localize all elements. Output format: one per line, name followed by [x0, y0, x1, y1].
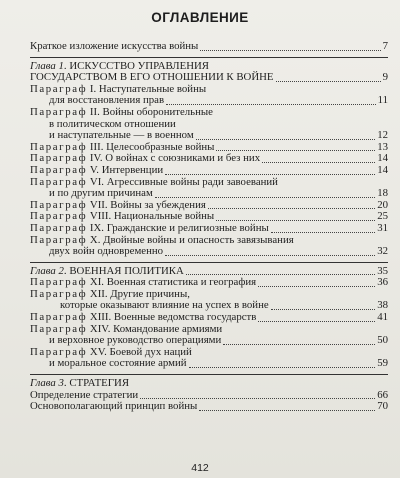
entry-title: III. Целесообразные войны — [87, 140, 215, 153]
leader-dots — [216, 150, 375, 151]
leader-dots — [276, 81, 381, 82]
paragraph-label: Параграф — [30, 82, 88, 95]
chapter-label: Глава 2 — [30, 264, 64, 277]
leader-dots — [262, 162, 375, 163]
entry-title: XIV. Командование армиями — [87, 322, 223, 335]
paragraph-label: Параграф — [30, 210, 88, 223]
toc-page-number: 59 — [377, 357, 388, 370]
toc-entry — [30, 358, 388, 370]
toc-entry — [30, 401, 388, 413]
entry-title: и по другим причинам — [49, 187, 153, 200]
toc-entry — [30, 246, 388, 258]
entry-title: для восстановления прав — [49, 94, 165, 107]
leader-dots — [216, 220, 375, 221]
leader-dots — [165, 174, 375, 175]
entry-title: X. Двойные войны и опасность завязывания — [87, 233, 294, 246]
leader-dots — [155, 197, 375, 198]
toc-entry-text — [49, 246, 163, 258]
paragraph-label: Параграф — [30, 175, 88, 188]
toc-page-number: 25 — [377, 210, 388, 223]
entry-title: XIII. Военные ведомства государств — [87, 311, 257, 324]
section-divider — [30, 374, 388, 375]
toc-page-number: 50 — [377, 334, 388, 347]
page-title: ОГЛАВЛЕНИЕ — [151, 10, 249, 25]
entry-title: II. Войны оборонительные — [87, 105, 213, 118]
entry-title: XI. Военная статистика и география — [87, 276, 257, 289]
leader-dots — [140, 398, 375, 399]
entry-title: . СТРАТЕГИЯ — [63, 377, 130, 390]
chapter-label: Глава 1 — [30, 59, 64, 72]
entry-title: VII. Войны за убеждения — [87, 198, 206, 211]
toc-page-number: 70 — [377, 400, 388, 413]
entry-title: V. Интервенции — [87, 163, 164, 176]
entry-title: . ВОЕННАЯ ПОЛИТИКА — [63, 264, 184, 277]
leader-dots — [271, 232, 375, 233]
entry-title: и моральное состояние армий — [49, 357, 187, 370]
paragraph-label: Параграф — [30, 287, 88, 300]
toc-entry-text — [49, 358, 187, 370]
leader-dots — [199, 410, 375, 411]
entry-title: IV. О войнах с союзниками и без них — [87, 152, 261, 165]
toc-page-number: 14 — [377, 152, 388, 165]
toc-entry-text — [30, 401, 197, 413]
toc-entry — [30, 41, 388, 53]
leader-dots — [165, 255, 375, 256]
toc-entry-text — [30, 41, 198, 53]
toc-page-number: 12 — [377, 129, 388, 142]
paragraph-label: Параграф — [30, 163, 88, 176]
leader-dots — [258, 321, 375, 322]
entry-title: VI. Агрессивные войны ради завоеваний — [87, 175, 278, 188]
toc-page-number: 20 — [377, 198, 388, 211]
paragraph-label: Параграф — [30, 140, 88, 153]
paragraph-label: Параграф — [30, 221, 88, 234]
toc-page-number: 14 — [377, 163, 388, 176]
toc-page-number: 18 — [377, 187, 388, 200]
toc-page-number: 41 — [377, 311, 388, 324]
entry-title: XV. Боевой дух наций — [87, 345, 192, 358]
entry-title: и верховное руководство операциями — [49, 334, 222, 347]
entry-title: ГОСУДАРСТВОМ В ЕГО ОТНОШЕНИИ К ВОЙНЕ — [30, 71, 274, 84]
toc-page-number: 13 — [377, 140, 388, 153]
entry-title: Основополагающий принцип войны — [30, 400, 198, 413]
entry-title: IX. Гражданские и религиозные войны — [87, 221, 269, 234]
entry-title: Определение стратегии — [30, 388, 139, 401]
entry-title: в политическом отношении — [49, 117, 176, 130]
entry-title: двух войн одновременно — [49, 245, 164, 258]
paragraph-label: Параграф — [30, 233, 88, 246]
entry-title: . ИСКУССТВО УПРАВЛЕНИЯ — [63, 59, 210, 72]
leader-dots — [271, 309, 375, 310]
entry-title: и наступательные — в военном — [49, 129, 194, 142]
toc-page-number: 38 — [377, 299, 388, 312]
paragraph-label: Параграф — [30, 276, 88, 289]
chapter-label: Глава 3 — [30, 377, 64, 390]
leader-dots — [189, 367, 375, 368]
leader-dots — [258, 286, 375, 287]
toc-page-number: 32 — [377, 245, 388, 258]
leader-dots — [166, 104, 376, 105]
section-divider — [30, 57, 388, 58]
leader-dots — [200, 50, 381, 51]
leader-dots — [186, 274, 375, 275]
leader-dots — [223, 344, 375, 345]
paragraph-label: Параграф — [30, 345, 88, 358]
section-divider — [30, 262, 388, 263]
entry-title: XII. Другие причины, — [87, 287, 190, 300]
table-of-contents — [30, 37, 388, 413]
paragraph-label: Параграф — [30, 152, 88, 165]
toc-page-number: 35 — [377, 264, 388, 277]
paragraph-label: Параграф — [30, 198, 88, 211]
toc-page-number: 66 — [377, 388, 388, 401]
toc-page-number: 9 — [382, 71, 388, 84]
toc-page-number: 7 — [382, 40, 388, 52]
toc-page-number: 31 — [377, 221, 388, 234]
leader-dots — [196, 139, 375, 140]
entry-title: VIII. Национальные войны — [87, 210, 215, 223]
toc-page-number: 11 — [377, 94, 388, 107]
toc-page-number: 36 — [377, 276, 388, 289]
leader-dots — [208, 208, 375, 209]
entry-title: которые оказывают влияние на успех в войне — [60, 299, 269, 312]
page-number: 412 — [191, 462, 209, 474]
paragraph-label: Параграф — [30, 311, 88, 324]
entry-title: Краткое изложение искусства войны — [30, 40, 199, 52]
paragraph-label: Параграф — [30, 322, 88, 335]
entry-title: I. Наступательные войны — [87, 82, 207, 95]
paragraph-label: Параграф — [30, 105, 88, 118]
